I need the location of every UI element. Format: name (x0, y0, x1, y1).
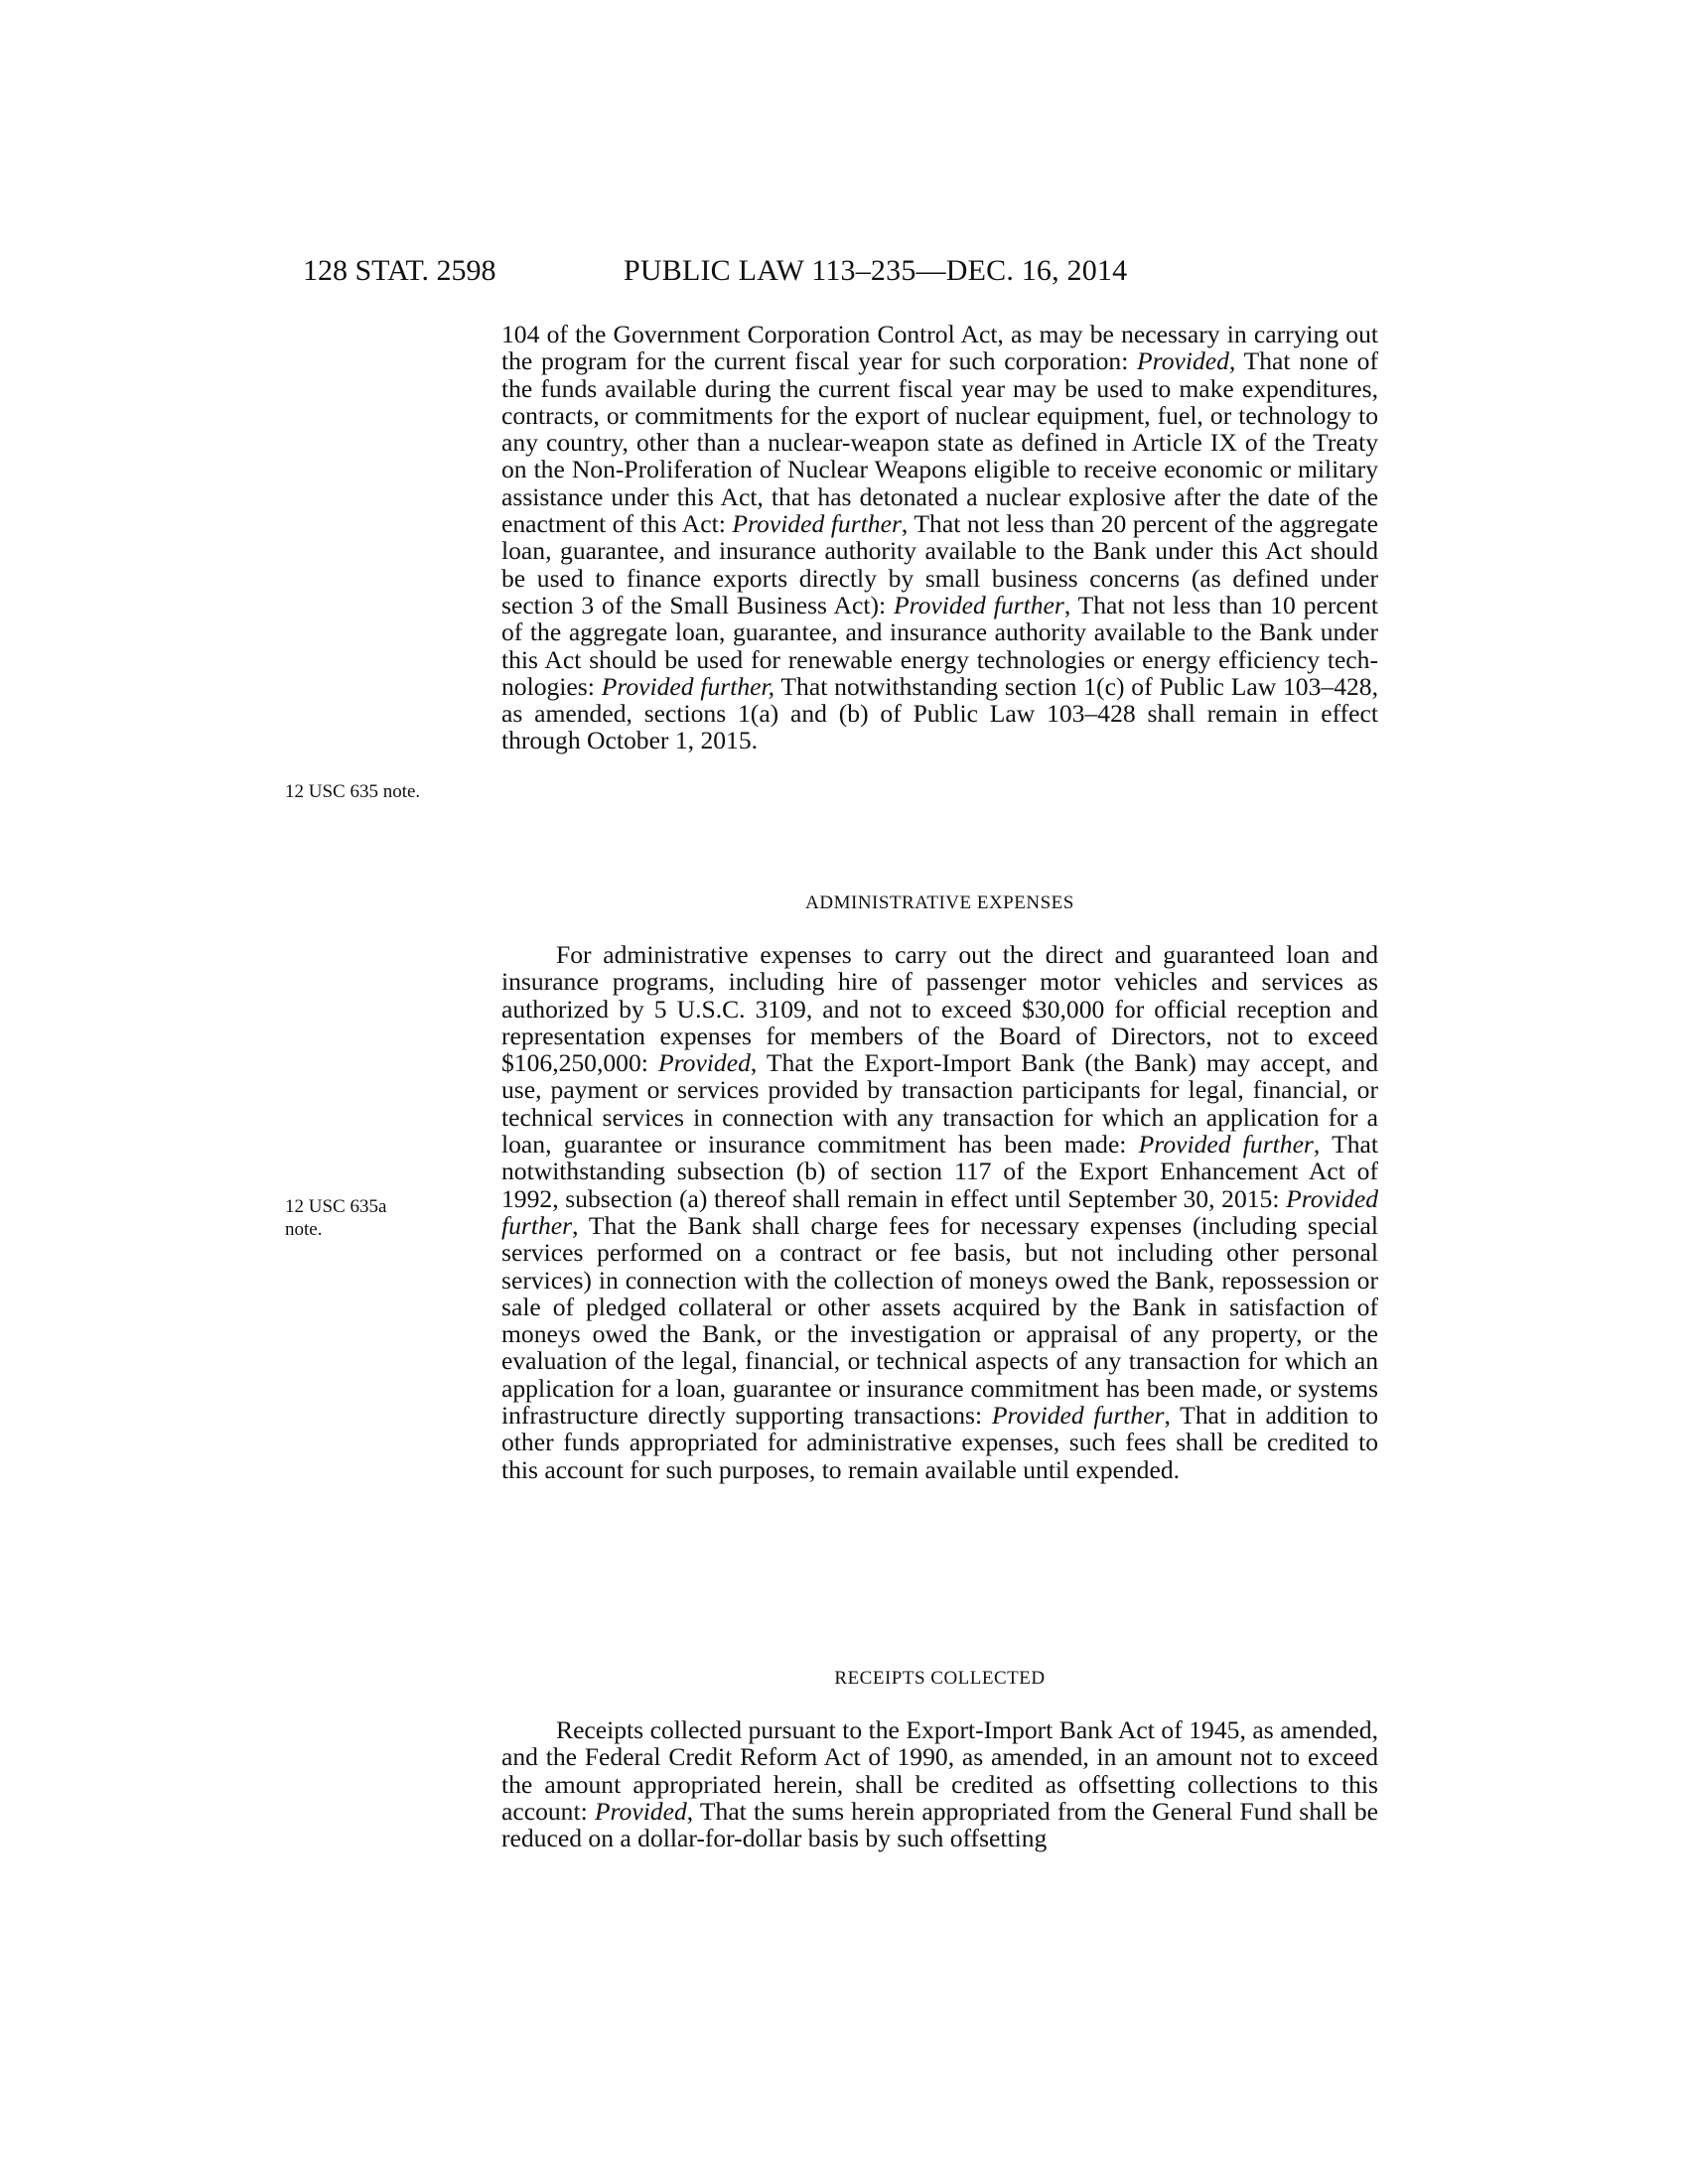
paragraph-text: Receipts collected pursuant to the Export-Import Bank Act of 1945, as amended, and the Federal Credit Reform Act of 1990, as amended, in an amount not to exceed the amount appropriated herein, shall be credited as offsetting collections to this account: Provided, That the sums herein appropriated from the General Fund shall be reduced on a dollar-for-dollar basis by such offsetting (501, 1715, 1378, 1853)
paragraph-text: 104 of the Government Corporation Control Act, as may be necessary in carrying out the program for the current fiscal year for such corporation: Provided, That none of the funds available during the current fiscal year may be used to make expenditures, contracts, or commitments for the export of nuclear equipment, fuel, or technology to any country, other than a nuclear-weapon state as defined in Article IX of the Treaty on the Non-Proliferation of Nuclear Weapons eligible to receive economic or military assistance under this Act, that has detonated a nuclear explosive after the date of the enactment of this Act: Provided further, That not less than 20 percent of the aggregate loan, guarantee, and insurance authority available to the Bank under this Act should be used to finance exports directly by small business concerns (as defined under section 3 of the Small Business Act): Provided further, That not less than 10 percent of the aggregate loan, guarantee, and insurance authority available to the Bank under this Act should be used for renewable energy technologies or energy efficiency technologies: Provided further, That notwithstanding section 1(c) of Public Law 103–428, as amended, sections 1(a) and (b) of Public Law 103–428 shall remain in effect through October 1, 2015. (501, 320, 1378, 755)
margin-note-usc-635: 12 USC 635 note. (285, 781, 421, 802)
margin-note-usc-635a (285, 1195, 484, 1241)
section-heading: ADMINISTRATIVE EXPENSES (805, 892, 1074, 913)
margin-note-line: note. (285, 1219, 323, 1240)
administrative-expenses-section (501, 891, 1378, 915)
administrative-expenses-body (501, 941, 1378, 1483)
receipts-collected-body (501, 1716, 1378, 1851)
page-header (303, 251, 1375, 291)
margin-note-line: 12 USC 635a (285, 1196, 387, 1217)
section-heading: RECEIPTS COLLECTED (834, 1668, 1046, 1689)
statute-page-number: 128 STAT. 2598 (303, 254, 496, 287)
continuation-paragraph (501, 321, 1378, 754)
paragraph-text: For administrative expenses to carry out the direct and guaranteed loan and insurance programs, including hire of passenger motor vehicles and services as authorized by 5 U.S.C. 3109, and not to exceed $30,000 for official reception and representation expenses for members of the Board of Directors, not to exceed $106,250,000: Provided, That the Export-Import Bank (the Bank) may accept, and use, payment or services provided by transaction participants for legal, financial, or technical services in connection with any transaction for which an application for a loan, guarantee or insurance commitment has been made: Provided further, That notwithstanding subsection (b) of section 117 of the Export Enhancement Act of 1992, subsection (a) thereof shall remain in effect until September 30, 2015: Provided further, That the Bank shall charge fees for necessary expenses (including special services performed on a contract or fee basis, but not including other personal services) in connection with the collection of moneys owed the Bank, repossession or sale of pledged collateral or other assets acquired by the Bank in satisfaction of moneys owed the Bank, or the investigation or appraisal of any property, or the evaluation of the legal, financial, or technical aspects of any transaction for which an application for a loan, guarantee or insurance commitment has been made, or systems infrastructure directly supporting transactions: Provided further, That in addition to other funds appropriated for administrative expenses, such fees shall be credited to this account for such purposes, to remain available until expended. (501, 940, 1378, 1484)
public-law-title: PUBLIC LAW 113–235—DEC. 16, 2014 (624, 254, 1128, 287)
receipts-collected-section (501, 1667, 1378, 1691)
